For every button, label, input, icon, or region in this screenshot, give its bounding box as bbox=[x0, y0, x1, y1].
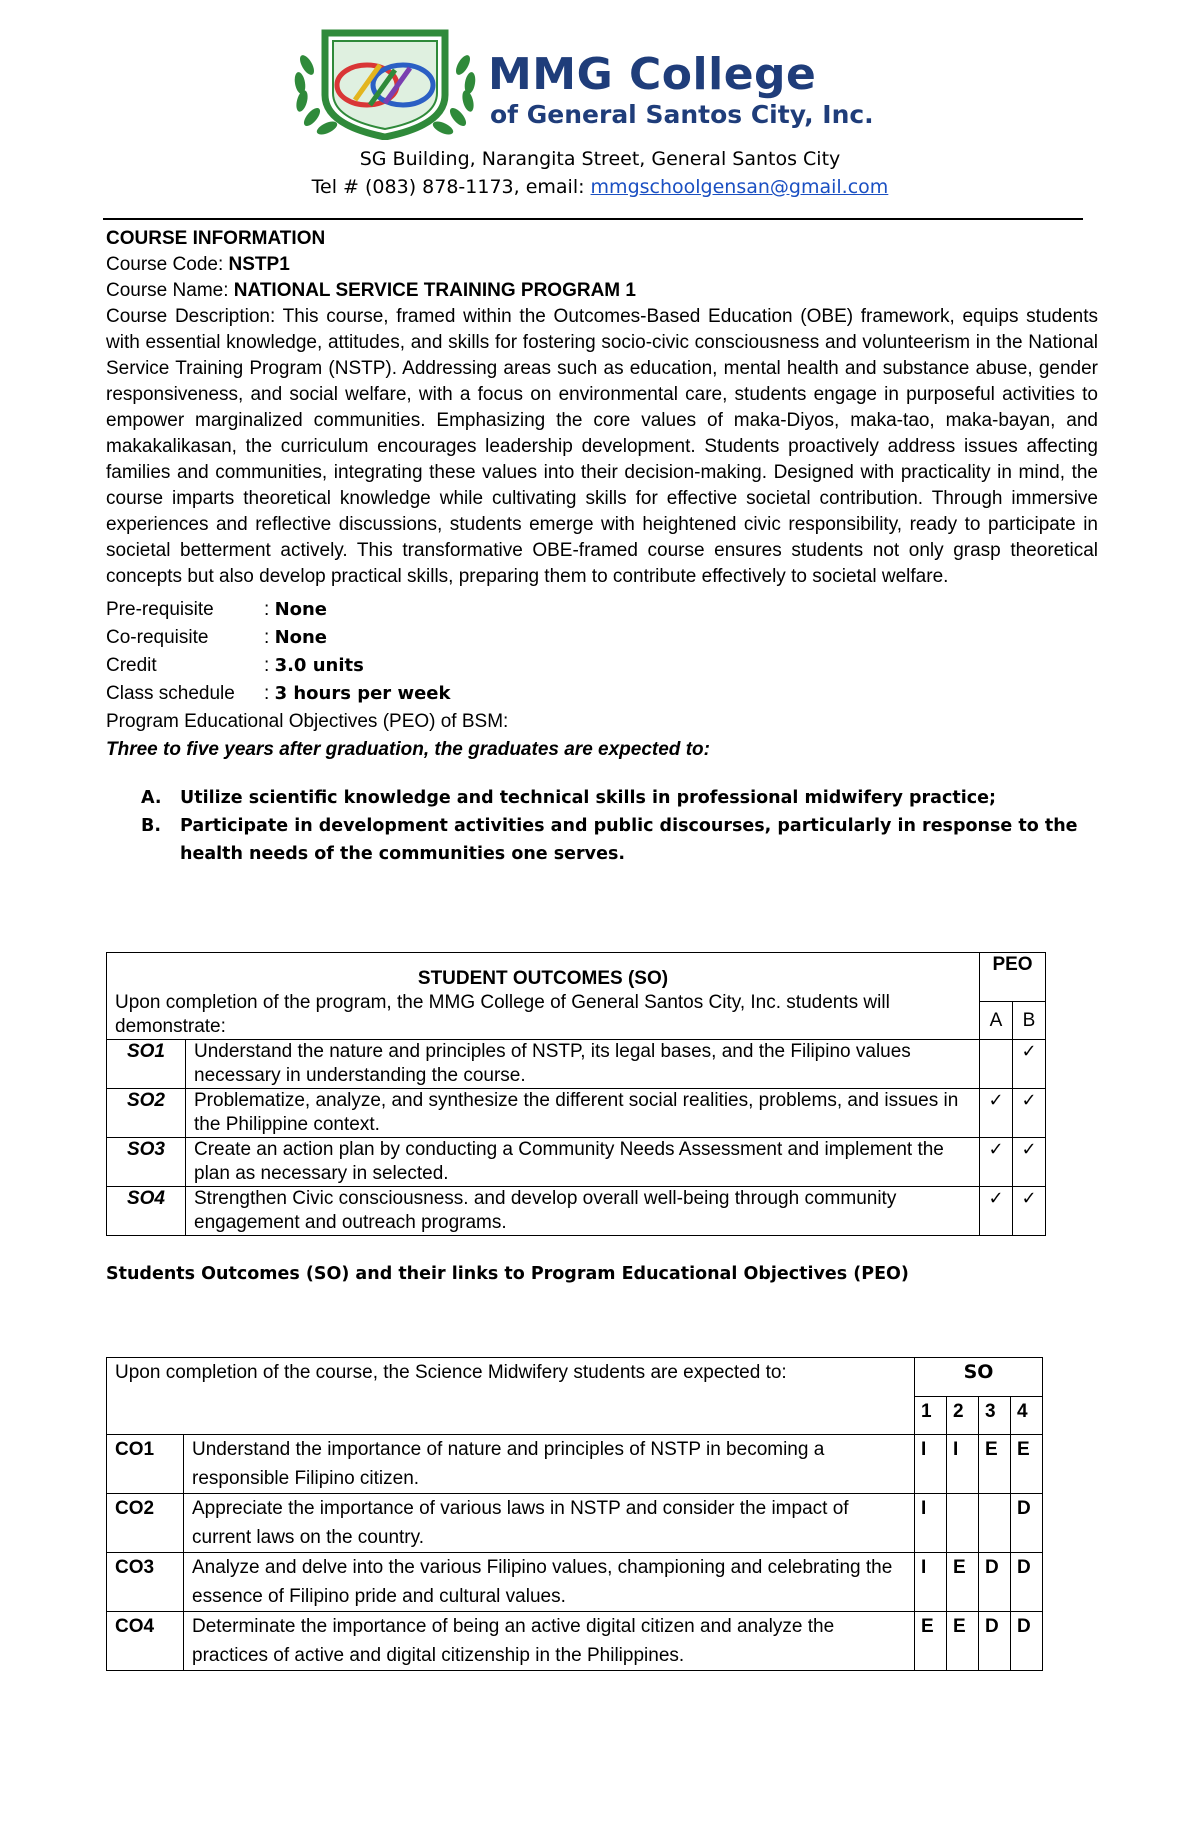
co-level: I bbox=[915, 1553, 947, 1612]
so-code: SO4 bbox=[107, 1187, 186, 1236]
check-mark-icon: ✓ bbox=[1013, 1089, 1046, 1138]
so-table-caption: Students Outcomes (SO) and their links to Program Educational Objectives (PEO) bbox=[106, 1264, 909, 1284]
course-code bbox=[106, 252, 1098, 278]
so-text: Create an action plan by conducting a Community Needs Assessment and implement the plan as necessary in selected. bbox=[186, 1138, 980, 1187]
peo-marker: A. bbox=[141, 788, 162, 808]
table-row bbox=[107, 1435, 1043, 1494]
peo-item bbox=[106, 812, 1098, 868]
so-text: Problematize, analyze, and synthesize the different social realities, problems, and issues in the Philippine context. bbox=[186, 1089, 980, 1138]
table-row bbox=[107, 1553, 1043, 1612]
check-mark-icon bbox=[980, 1040, 1013, 1089]
detail-label: Credit bbox=[106, 655, 157, 676]
co-text: Appreciate the importance of various laws in NSTP and consider the impact of current laws on the country. bbox=[184, 1494, 915, 1553]
co-code: CO4 bbox=[107, 1612, 184, 1671]
detail-label: Pre-requisite bbox=[106, 599, 214, 620]
check-mark-icon: ✓ bbox=[1013, 1138, 1046, 1187]
co-level: E bbox=[947, 1553, 979, 1612]
so-code: SO1 bbox=[107, 1040, 186, 1089]
check-mark-icon: ✓ bbox=[980, 1187, 1013, 1236]
course-name-label: Course Name: bbox=[106, 280, 234, 301]
college-name-line2: of General Santos City, Inc. bbox=[490, 100, 874, 129]
check-mark-icon: ✓ bbox=[1013, 1187, 1046, 1236]
co-text: Determinate the importance of being an active digital citizen and analyze the practices of active and digital citizenship in the Philippines. bbox=[184, 1612, 915, 1671]
course-outcomes-table bbox=[106, 1357, 1043, 1671]
course-name bbox=[106, 278, 1098, 304]
detail-row bbox=[106, 652, 1098, 680]
co-level: D bbox=[979, 1612, 1011, 1671]
table-row bbox=[107, 1494, 1043, 1553]
college-address: SG Building, Narangita Street, General Santos City bbox=[359, 148, 841, 170]
detail-row bbox=[106, 596, 1098, 624]
college-name-line1: MMG College bbox=[488, 49, 817, 100]
detail-value: : None bbox=[264, 627, 328, 648]
email-link[interactable]: mmgschoolgensan@gmail.com bbox=[590, 176, 889, 198]
so-code: SO3 bbox=[107, 1138, 186, 1187]
check-mark-icon: ✓ bbox=[980, 1138, 1013, 1187]
detail-label: Class schedule bbox=[106, 683, 235, 704]
co-level: E bbox=[1011, 1435, 1043, 1494]
so-intro: Upon completion of the program, the MMG College of General Santos City, Inc. students will demonstrate: bbox=[115, 992, 890, 1037]
so-header-cell bbox=[107, 953, 980, 1040]
peo-text: Participate in development activities and public discourses, particularly in response to the health needs of the communities one serves. bbox=[180, 816, 1078, 864]
so-title: STUDENT OUTCOMES (SO) bbox=[417, 968, 669, 989]
so-col-3: 3 bbox=[979, 1396, 1011, 1435]
co-level: E bbox=[947, 1612, 979, 1671]
co-code: CO2 bbox=[107, 1494, 184, 1553]
tel-text: Tel # (083) 878-1173, email: bbox=[311, 176, 591, 198]
peo-list bbox=[106, 784, 1098, 868]
peo-col-b: B bbox=[1013, 1002, 1046, 1040]
table-header-row bbox=[107, 1358, 1043, 1397]
co-level: I bbox=[947, 1435, 979, 1494]
peo-marker: B. bbox=[141, 816, 161, 836]
college-logo-icon bbox=[285, 25, 510, 140]
peo-intro: Program Educational Objectives (PEO) of BSM: bbox=[106, 711, 509, 732]
so-col-1: 1 bbox=[915, 1396, 947, 1435]
co-text: Analyze and delve into the various Filipino values, championing and celebrating the essence of Filipino pride and cultural values. bbox=[184, 1553, 915, 1612]
co-level: I bbox=[915, 1435, 947, 1494]
check-mark-icon: ✓ bbox=[1013, 1040, 1046, 1089]
table-header-row bbox=[107, 953, 1046, 1002]
table-row bbox=[107, 1612, 1043, 1671]
college-name bbox=[488, 50, 874, 130]
section-title: COURSE INFORMATION bbox=[106, 228, 326, 249]
student-outcomes-table bbox=[106, 952, 1046, 1236]
detail-row bbox=[106, 680, 1098, 708]
so-text: Strengthen Civic consciousness. and develop overall well-being through community engagement and outreach programs. bbox=[186, 1187, 980, 1236]
peo-lead: Three to five years after graduation, the graduates are expected to: bbox=[106, 739, 710, 760]
course-code-label: Course Code: bbox=[106, 254, 229, 275]
co-level: D bbox=[1011, 1612, 1043, 1671]
header-divider bbox=[103, 218, 1083, 220]
co-level: I bbox=[915, 1494, 947, 1553]
peo-header: PEO bbox=[980, 953, 1046, 1002]
course-information bbox=[106, 226, 1098, 868]
co-level: D bbox=[1011, 1494, 1043, 1553]
peo-col-a: A bbox=[980, 1002, 1013, 1040]
table-row bbox=[107, 1187, 1046, 1236]
course-name-value: NATIONAL SERVICE TRAINING PROGRAM 1 bbox=[233, 280, 636, 301]
course-details bbox=[106, 596, 1098, 708]
co-level: E bbox=[915, 1612, 947, 1671]
co-code: CO1 bbox=[107, 1435, 184, 1494]
table-row bbox=[107, 1138, 1046, 1187]
table-row bbox=[107, 1089, 1046, 1138]
table-row bbox=[107, 1040, 1046, 1089]
so-header: SO bbox=[915, 1358, 1043, 1397]
college-contact bbox=[0, 176, 1200, 198]
course-code-value: NSTP1 bbox=[228, 254, 290, 275]
co-level bbox=[979, 1494, 1011, 1553]
so-col-4: 4 bbox=[1011, 1396, 1043, 1435]
detail-label: Co-requisite bbox=[106, 627, 209, 648]
check-mark-icon: ✓ bbox=[980, 1089, 1013, 1138]
co-intro: Upon completion of the course, the Science Midwifery students are expected to: bbox=[107, 1358, 915, 1435]
so-code: SO2 bbox=[107, 1089, 186, 1138]
detail-value: : 3.0 units bbox=[264, 655, 364, 676]
peo-text: Utilize scientific knowledge and technical skills in professional midwifery practice; bbox=[180, 788, 996, 808]
so-text: Understand the nature and principles of NSTP, its legal bases, and the Filipino values necessary in understanding the course. bbox=[186, 1040, 980, 1089]
co-level: E bbox=[979, 1435, 1011, 1494]
course-description: Course Description: This course, framed within the Outcomes-Based Education (OBE) framework, equips students with essential knowledge, attitudes, and skills for fostering socio-civic consciousness and volunteerism in the National Service Training Program (NSTP). Addressing areas such as education, mental health and substance abuse, gender responsiveness, and social welfare, with a focus on environmental care, students engage in purposeful activities to empower marginalized communities. Emphasizing the core values of maka-Diyos, maka-tao, maka-bayan, and makakalikasan, the curriculum encourages leadership development. Students proactively address issues affecting families and communities, integrating these values into their decision-making. Designed with practicality in mind, the course imparts theoretical knowledge while cultivating skills for effective societal contribution. Through immersive experiences and reflective discussions, students emerge with heightened civic responsibility, ready to participate in societal betterment actively. This transformative OBE-framed course ensures students not only grasp theoretical concepts but also develop practical skills, preparing them to contribute effectively to societal welfare. bbox=[106, 306, 1098, 587]
detail-value: : None bbox=[264, 599, 328, 620]
detail-value: : 3 hours per week bbox=[264, 683, 451, 704]
co-level: D bbox=[979, 1553, 1011, 1612]
so-col-2: 2 bbox=[947, 1396, 979, 1435]
co-level: D bbox=[1011, 1553, 1043, 1612]
co-level bbox=[947, 1494, 979, 1553]
peo-item bbox=[106, 784, 1098, 812]
detail-row bbox=[106, 624, 1098, 652]
co-code: CO3 bbox=[107, 1553, 184, 1612]
co-text: Understand the importance of nature and principles of NSTP in becoming a responsible Filipino citizen. bbox=[184, 1435, 915, 1494]
